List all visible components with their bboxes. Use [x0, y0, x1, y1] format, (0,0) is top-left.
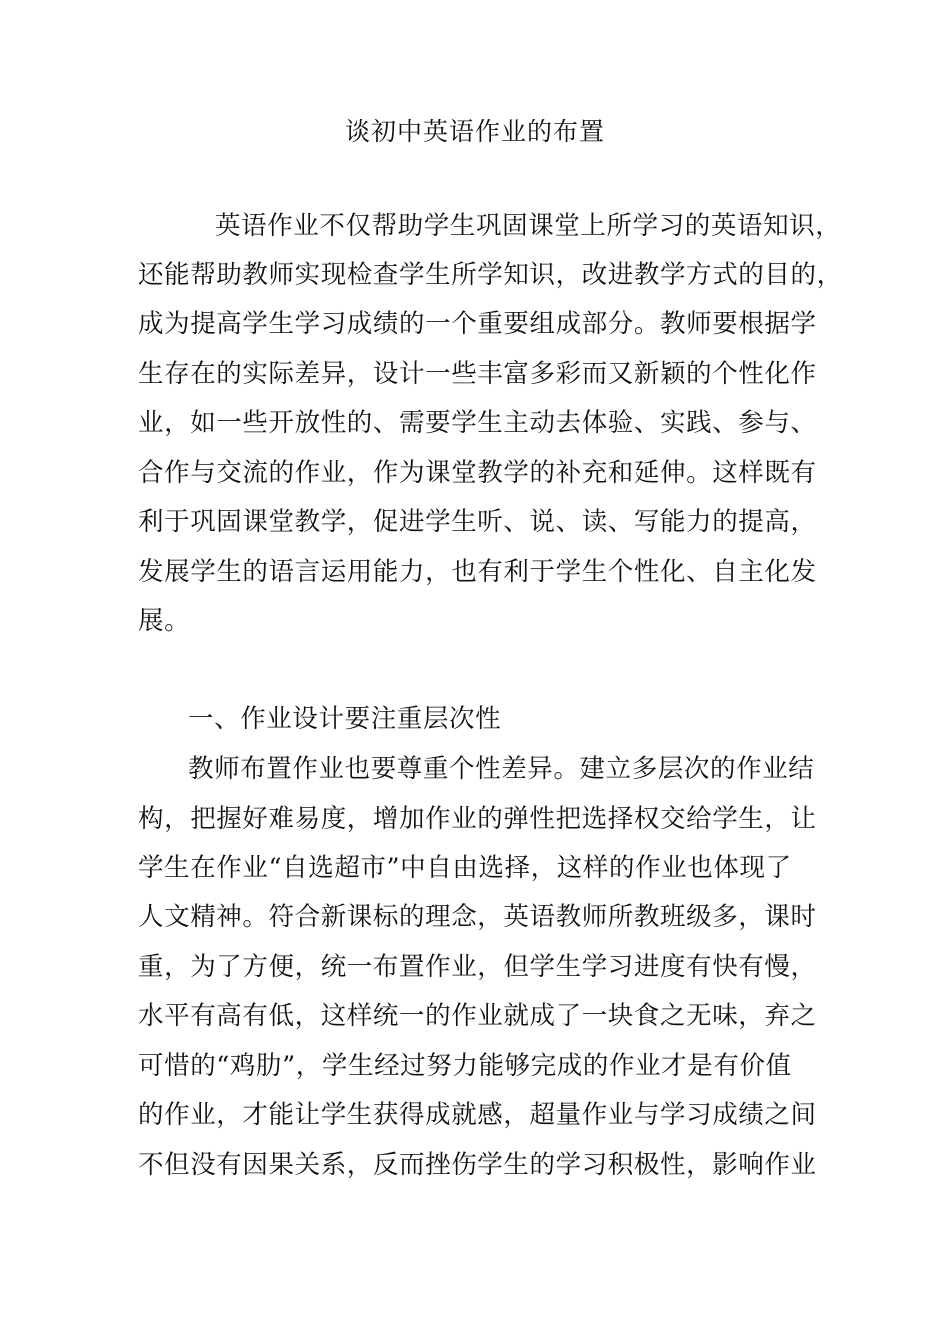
section-line: 的作业，才能让学生获得成就感，超量作业与学习成绩之间 [138, 1100, 817, 1130]
section-line: 人文精神。符合新课标的理念，英语教师所教班级多，课时 [138, 902, 817, 932]
section-line: 不但没有因果关系，反而挫伤学生的学习积极性，影响作业 [138, 1150, 817, 1180]
intro-line: 发展学生的语言运用能力，也有利于学生个性化、自主化发 [138, 557, 817, 587]
section-line: 构，把握好难易度，增加作业的弹性把选择权交给学生，让 [138, 804, 817, 834]
intro-line: 合作与交流的作业，作为课堂教学的补充和延伸。这样既有 [138, 458, 817, 488]
section-line: 可惜的“鸡肋”，学生经过努力能够完成的作业才是有价值 [138, 1051, 792, 1081]
section-line: 重，为了方便，统一布置作业，但学生学习进度有快有慢， [138, 952, 817, 982]
section-line: 教师布置作业也要尊重个性差异。建立多层次的作业结 [188, 754, 815, 784]
section-heading: 一、作业设计要注重层次性 [188, 704, 502, 734]
intro-line: 利于巩固课堂教学，促进学生听、说、读、写能力的提高， [138, 507, 817, 537]
section-line: 学生在作业“自选超市”中自由选择，这样的作业也体现了 [138, 853, 792, 883]
intro-line: 成为提高学生学习成绩的一个重要组成部分。教师要根据学 [138, 309, 817, 339]
intro-line: 生存在的实际差异，设计一些丰富多彩而又新颖的个性化作 [138, 359, 817, 389]
document-title: 谈初中英语作业的布置 [344, 117, 605, 146]
intro-line: 还能帮助教师实现检查学生所学知识，改进教学方式的目的， [138, 260, 843, 290]
intro-line: 英语作业不仅帮助学生巩固课堂上所学习的英语知识， [215, 211, 842, 241]
section-line: 水平有高有低，这样统一的作业就成了一块食之无味，弃之 [138, 1001, 817, 1031]
intro-line: 业，如一些开放性的、需要学生主动去体验、实践、参与、 [138, 408, 817, 438]
intro-line: 展。 [138, 606, 191, 636]
